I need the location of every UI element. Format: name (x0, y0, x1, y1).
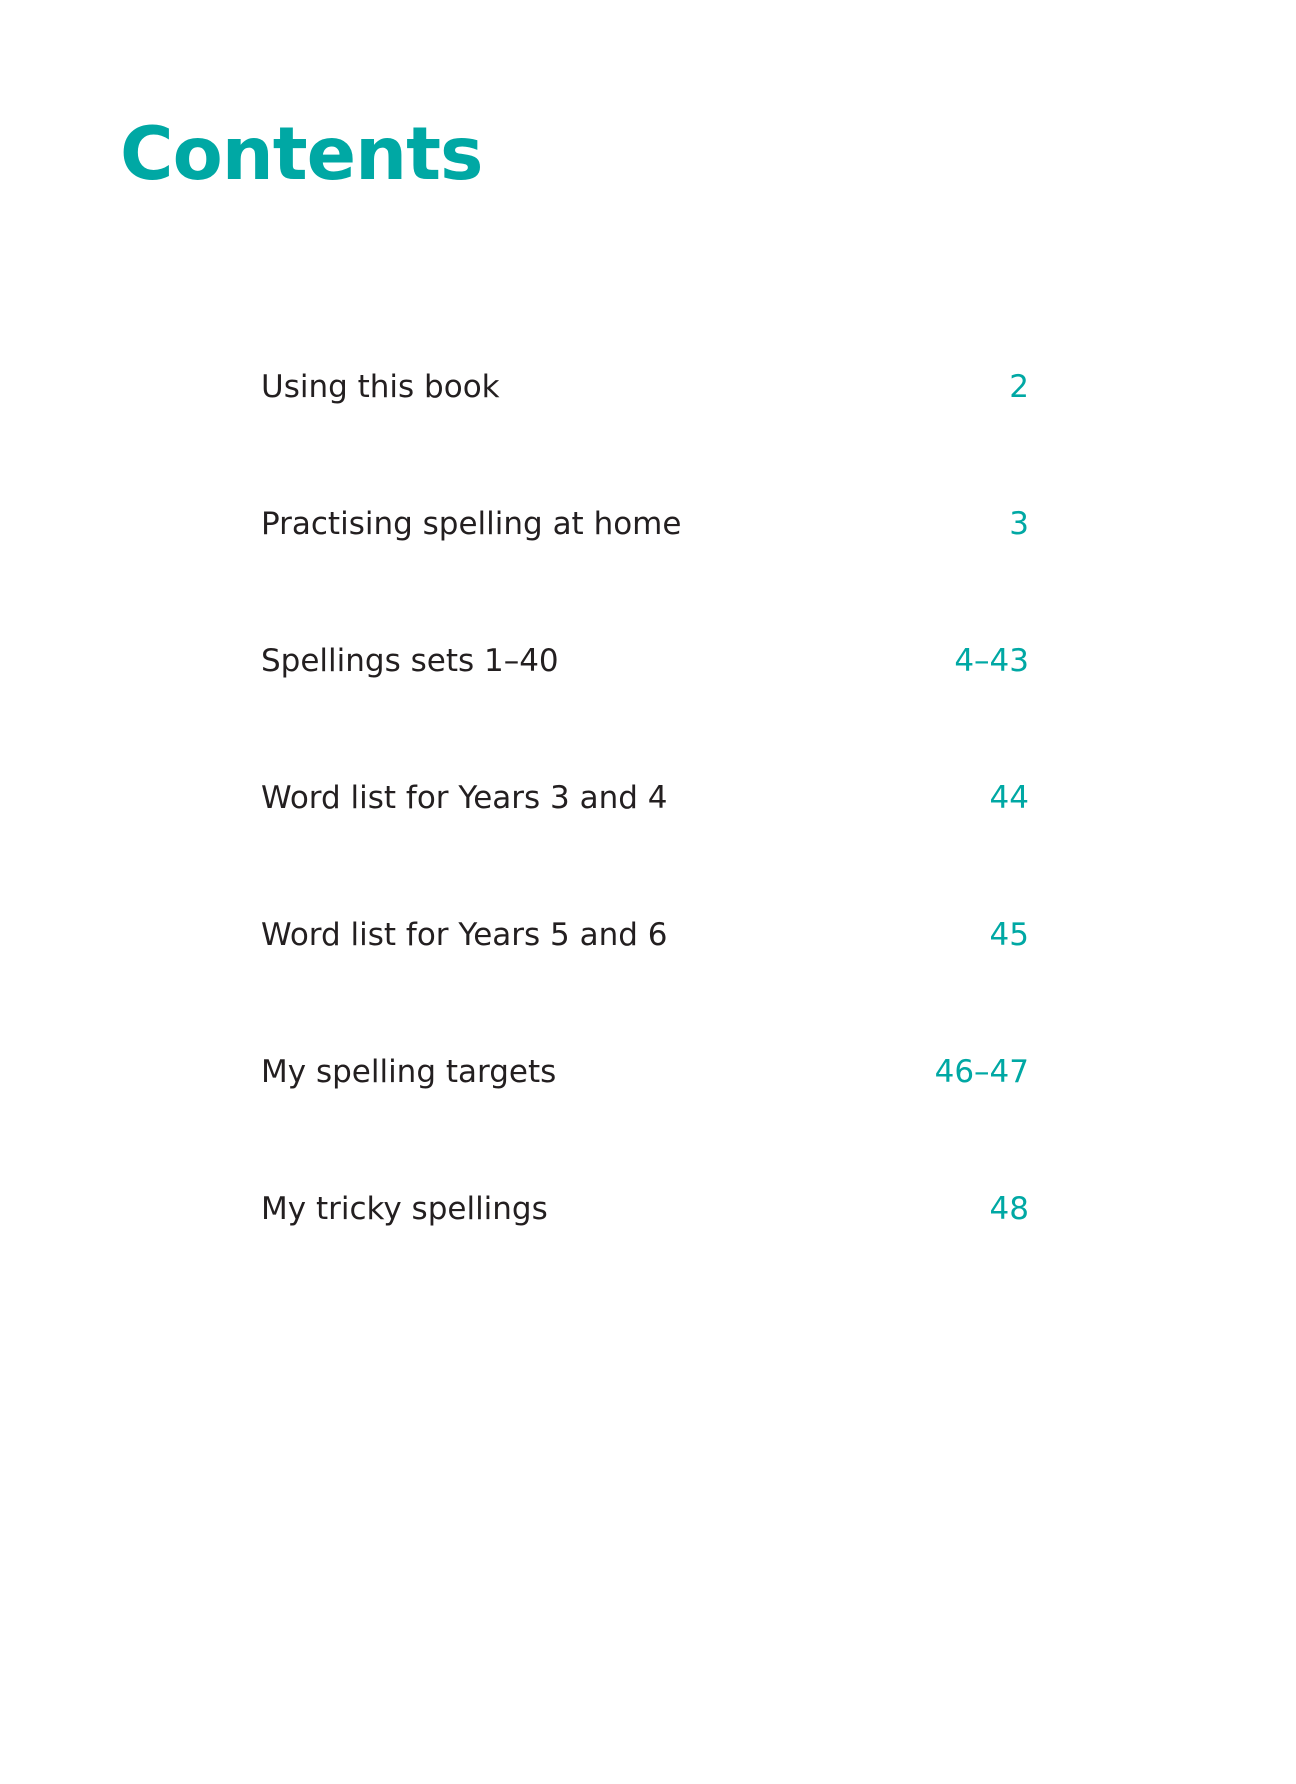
toc-entry-using-this-book[interactable] (261, 362, 1029, 499)
toc-entry-spellings-sets[interactable] (261, 636, 1029, 773)
toc-entry-page-number: 2 (1009, 369, 1029, 405)
toc-entry-label: Practising spelling at home (261, 506, 682, 542)
toc-entry-page-number: 45 (989, 917, 1029, 953)
toc-entry-label: My tricky spellings (261, 1191, 548, 1227)
toc-entry-spelling-targets[interactable] (261, 1047, 1029, 1184)
toc-entry-practising-spelling[interactable] (261, 499, 1029, 636)
page-title: Contents (120, 112, 483, 197)
toc-entry-label: My spelling targets (261, 1054, 557, 1090)
toc-entry-page-number: 44 (989, 780, 1029, 816)
toc-entry-label: Word list for Years 3 and 4 (261, 780, 668, 816)
toc-entry-label: Word list for Years 5 and 6 (261, 917, 668, 953)
toc-entry-page-number: 3 (1009, 506, 1029, 542)
toc-entry-tricky-spellings[interactable] (261, 1184, 1029, 1244)
toc-entry-page-number: 46–47 (934, 1054, 1029, 1090)
toc-entry-label: Spellings sets 1–40 (261, 643, 559, 679)
toc-entry-page-number: 4–43 (954, 643, 1029, 679)
toc-entry-word-list-years-3-4[interactable] (261, 773, 1029, 910)
table-of-contents (261, 362, 1029, 1244)
toc-entry-word-list-years-5-6[interactable] (261, 910, 1029, 1047)
toc-entry-label: Using this book (261, 369, 500, 405)
toc-entry-page-number: 48 (989, 1191, 1029, 1227)
